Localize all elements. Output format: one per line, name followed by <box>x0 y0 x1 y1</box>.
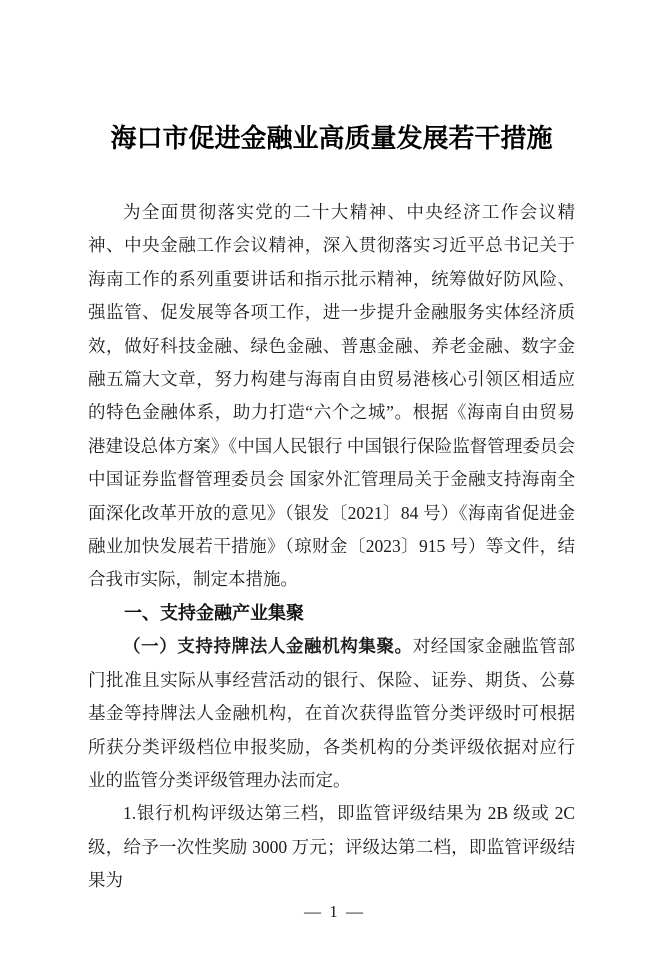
page-number: — 1 — <box>304 902 365 921</box>
section-heading: 一、支持金融产业集聚 <box>124 602 304 623</box>
clause-paragraph <box>88 630 575 797</box>
document-title: 海口市促进金融业高质量发展若干措施 <box>110 123 553 153</box>
numbered-paragraph: 1.银行机构评级达第三档，即监管评级结果为 2B 级或 2C 级，给予一次性奖励 3000 万元；评级达第二档，即监管评级结果为 <box>88 803 575 891</box>
clause-lead: （一）支持持牌法人金融机构集聚。 <box>123 636 413 657</box>
document-content <box>88 0 575 898</box>
intro-paragraph: 为全面贯彻落实党的二十大精神、中央经济工作会议精神、中央金融工作会议精神，深入贯彻落实习近平总书记关于海南工作的系列重要讲话和指示批示精神，统筹做好防风险、强监管、促发展等各项工作，进一步提升金融服务实体经济质效，做好科技金融、绿色金融、普惠金融、养老金融、数字金融五篇大文章，努力构建与海南自由贸易港核心引领区相适应的特色金融体系，助力打造“六个之城”。根据《海南自由贸易港建设总体方案》《中国人民银行 中国银行保险监督管理委员会 中国证券监督管理委员会 国家外汇管理局关于金融支持海南全面深化改革开放的意见》（银发〔2021〕84 号）《海南省促进金融业加快发展若干措施》（琼财金〔2023〕915 号）等文件，结合我市实际，制定本措施。 <box>88 202 575 590</box>
clause-body: 对经国家金融监管部门批准且实际从事经营活动的银行、保险、证券、期货、公募基金等持牌法人金融机构，在首次获得监管分类评级时可根据所获分类评级档位申报奖励，各类机构的分类评级依据对应行业的监管分类评级管理办法而定。 <box>88 636 576 790</box>
